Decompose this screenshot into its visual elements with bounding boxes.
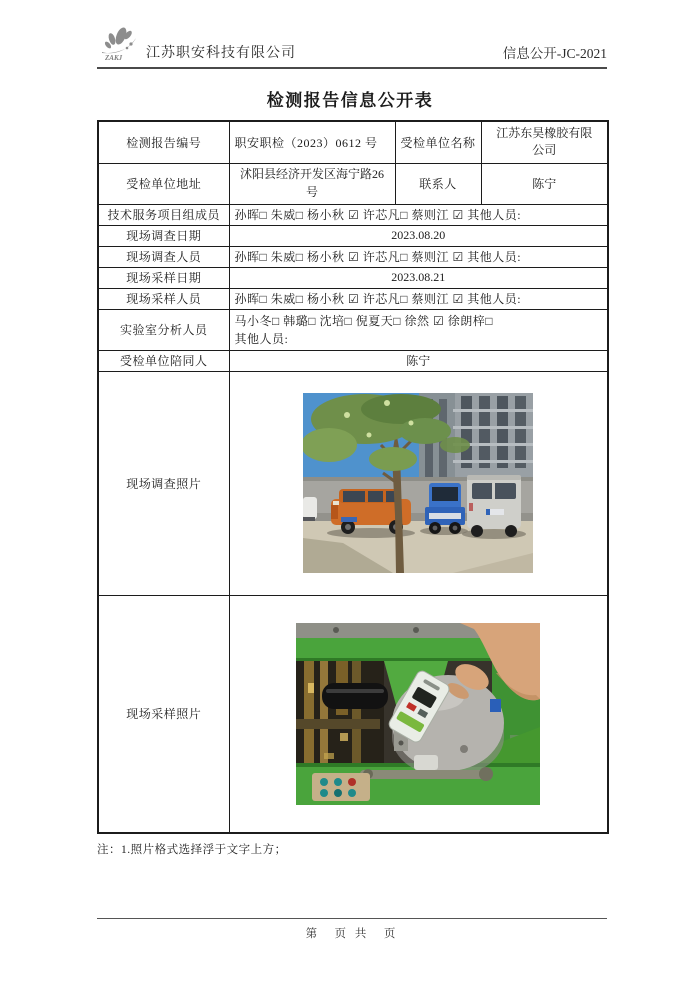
disclosure-table: [97, 120, 609, 834]
survey-photo-label: 现场调查照片: [98, 371, 229, 595]
table-row: [98, 350, 608, 371]
lab-staff-label: 实验室分析人员: [98, 309, 229, 350]
escort-value: 陈宁: [229, 350, 608, 371]
document-header: [97, 26, 607, 69]
lab-staff-line2: 其他人员:: [234, 331, 289, 346]
footnote: 注：1.照片格式选择浮于文字上方；: [97, 844, 287, 856]
sampling-photo-label: 现场采样照片: [98, 595, 229, 833]
unit-address-label: 受检单位地址: [98, 163, 229, 204]
table-row: [98, 309, 608, 350]
control-panel: [312, 773, 370, 801]
table-row: [98, 371, 608, 595]
page-title: 检测报告信息公开表: [266, 91, 434, 110]
site-survey-photo: [303, 393, 533, 573]
black-roller: [322, 683, 388, 709]
sampling-photo-cell: [229, 595, 608, 833]
escort-label: 受检单位陪同人: [98, 350, 229, 371]
contact-value: 陈宁: [481, 163, 608, 204]
lab-staff-line1: 马小冬□ 韩璐□ 沈培□ 倪夏天□ 徐然 ☑ 徐朗梓□: [234, 313, 493, 328]
survey-date-label: 现场调查日期: [98, 225, 229, 246]
team-label: 技术服务项目组成员: [98, 204, 229, 225]
survey-staff-label: 现场调查人员: [98, 246, 229, 267]
sampling-staff-checkbox-row: 孙晖□ 朱威□ 杨小秋 ☑ 许芯凡□ 蔡则江 ☑ 其他人员:: [229, 288, 608, 309]
logo-text: ZAKJ: [105, 54, 123, 62]
company-logo-icon: [97, 26, 143, 62]
page-footer: 第 页 共 页: [97, 918, 607, 941]
team-checkbox-row: 孙晖□ 朱威□ 杨小秋 ☑ 许芯凡□ 蔡则江 ☑ 其他人员:: [229, 204, 608, 225]
contact-label: 联系人: [395, 163, 481, 204]
brand-block: [97, 26, 296, 62]
table-row: [98, 595, 608, 833]
unit-name-label: 受检单位名称: [395, 121, 481, 163]
table-row: [98, 267, 608, 288]
report-no-value: 职安职检（2023）0612 号: [229, 121, 395, 163]
company-name: 江苏职安科技有限公司: [146, 46, 296, 61]
report-no-label: 检测报告编号: [98, 121, 229, 163]
silver-van: [462, 475, 526, 539]
doc-code: 信息公开-JC-2021: [502, 46, 607, 61]
table-row: [98, 288, 608, 309]
sampling-date-value: 2023.08.21: [229, 267, 608, 288]
table-row: [98, 204, 608, 225]
sampling-staff-label: 现场采样人员: [98, 288, 229, 309]
unit-address-value: 沭阳县经济开发区海宁路26 号: [229, 163, 395, 204]
table-row: [98, 163, 608, 204]
unit-name-value: 江苏东昊橡胶有限公司: [481, 121, 608, 163]
survey-staff-checkbox-row: 孙晖□ 朱威□ 杨小秋 ☑ 许芯凡□ 蔡则江 ☑ 其他人员:: [229, 246, 608, 267]
table-row: [98, 246, 608, 267]
sampling-photo: [296, 623, 540, 805]
sampling-date-label: 现场采样日期: [98, 267, 229, 288]
table-row: [98, 121, 608, 163]
lab-staff-checkbox-rows: [229, 309, 608, 350]
survey-date-value: 2023.08.20: [229, 225, 608, 246]
table-row: [98, 225, 608, 246]
survey-photo-cell: [229, 371, 608, 595]
white-car-edge: [303, 497, 317, 521]
